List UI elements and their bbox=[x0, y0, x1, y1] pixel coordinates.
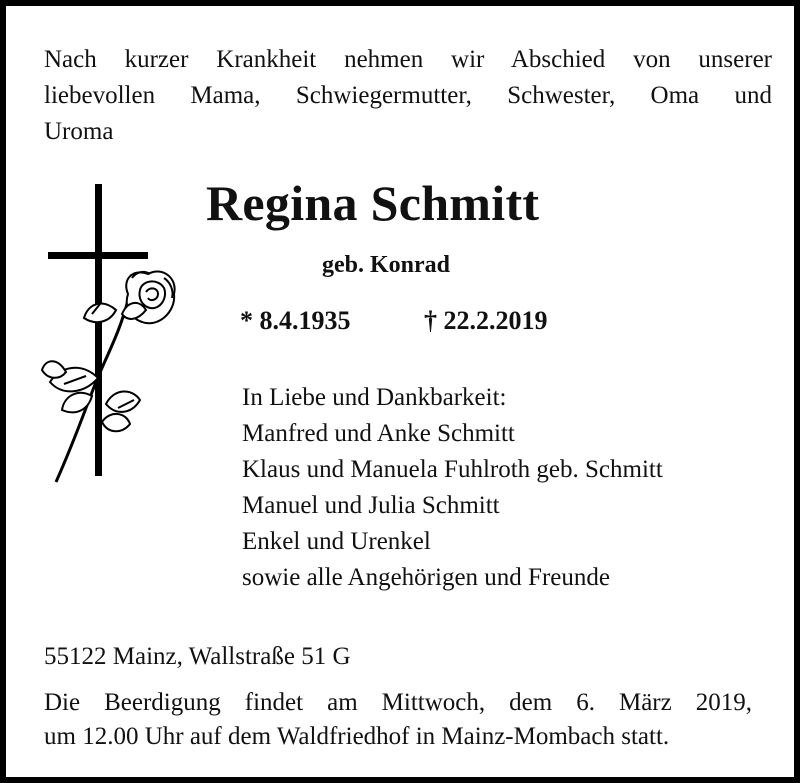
address: 55122 Mainz, Wallstraße 51 G bbox=[44, 643, 351, 670]
intro-line-3: Uroma bbox=[44, 118, 114, 145]
intro-line-2: liebevollen Mama, Schwiegermutter, Schwester, Oma und bbox=[44, 82, 772, 109]
maiden-name: geb. Konrad bbox=[322, 252, 451, 278]
rose-leaves bbox=[42, 303, 146, 431]
intro-text bbox=[44, 42, 772, 150]
mourner-line: Klaus und Manuela Fuhlroth geb. Schmitt bbox=[242, 456, 663, 483]
funeral-notice bbox=[44, 686, 752, 754]
funeral-line-1: Die Beerdigung findet am Mittwoch, dem 6. März 2019, bbox=[44, 689, 752, 716]
birth-date: * 8.4.1935 bbox=[240, 306, 351, 335]
mourner-line: Manuel und Julia Schmitt bbox=[242, 492, 500, 519]
mourner-line: Enkel und Urenkel bbox=[242, 528, 431, 555]
intro-line-1: Nach kurzer Krankheit nehmen wir Abschied von unserer bbox=[44, 46, 772, 73]
cross-vertical-beam bbox=[95, 184, 102, 476]
mourners-heading: In Liebe und Dankbarkeit: bbox=[242, 384, 507, 411]
cross-with-rose-icon bbox=[36, 182, 186, 492]
mourners-list bbox=[242, 380, 663, 596]
cross-horizontal-beam bbox=[48, 252, 148, 259]
deceased-name: Regina Schmitt bbox=[206, 175, 540, 231]
mourner-line: sowie alle Angehörigen und Freunde bbox=[242, 564, 610, 591]
funeral-line-2: um 12.00 Uhr auf dem Waldfriedhof in Mainz-Mombach statt. bbox=[44, 723, 670, 750]
death-date: † 22.2.2019 bbox=[424, 306, 548, 335]
mourner-line: Manfred und Anke Schmitt bbox=[242, 420, 515, 447]
